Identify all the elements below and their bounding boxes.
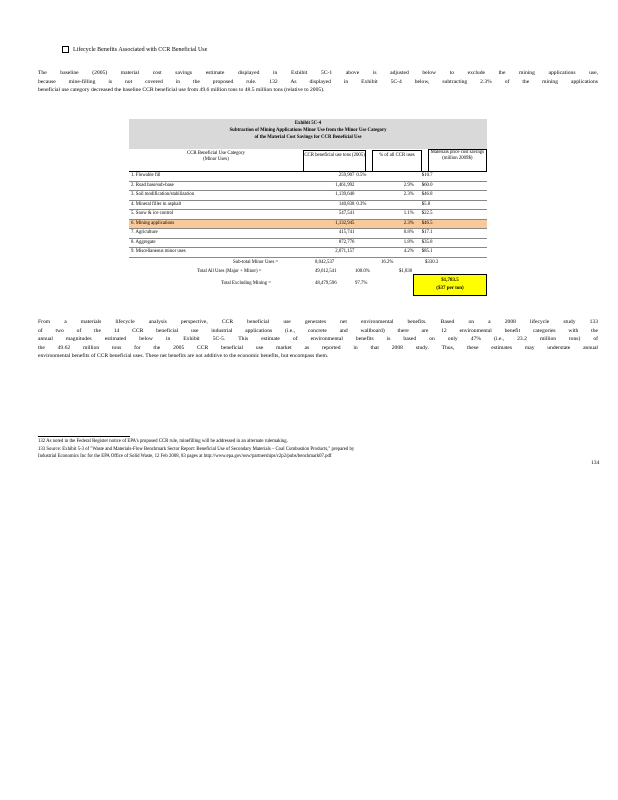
column-header-category: CCR Beneficial Use Category (Minor Uses) xyxy=(187,151,245,162)
exhibit-title: Exhibit 5C-4 Subtraction of Mining Applications Minor Use from the Minor Use Category of the Material Cost Savings for CCR Beneficial Use xyxy=(129,119,487,149)
paragraph-line: of two of the 14 CCR beneficial use industrial applications (i.e., concrete and wallboard) there are 12 environmental benefit categories with the xyxy=(38,327,598,334)
paragraph-line: From a materials lifecycle analysis perspective, CCR beneficial use generates net environmental benefits. Based on a 2008 lifecycle study 133 xyxy=(38,319,598,325)
table-row: 2. Road base/sub-base 1,461,992 2.9% $60.0 xyxy=(129,182,487,192)
page-number: 134 xyxy=(591,460,600,466)
column-header-tons: CCR beneficial use tons (2005) xyxy=(303,150,366,171)
total-excluding-mining-cost: $1,783.5 ($37 per ton) xyxy=(413,274,487,296)
paragraph-line: The baseline (2005) material cost savings estimate displayed in Exhibit 5C-1 above is adjusted below to exclude the mining applications use, xyxy=(38,70,598,76)
column-headers xyxy=(129,149,487,172)
paragraph-line: environmental benefits of CCR beneficial uses. These net benefits are not additive to the economic benefits, but encompass them. xyxy=(38,353,329,360)
table-row: 3. Soil modification/stabilization 1,139,640 2.3% $46.8 xyxy=(129,191,487,201)
paragraph-line: beneficial use category decreased the baseline CCR beneficial use from 49.6 million tons to 48.5 million tons (relative to 2005). xyxy=(38,87,325,94)
paragraph-line: the 49.62 million tons for the 2005 CCR beneficial use market as reported in that 2008 study. Thus, these estimates may understate annual xyxy=(38,344,598,351)
table-row: 9. Miscellaneous minor uses 2,071,157 4.2% $85.1 xyxy=(129,248,487,258)
section-heading: Lifecycle Benefits Associated with CCR Beneficial Use xyxy=(62,46,207,53)
table-row: 4. Mineral filler in asphalt 140,838 0.3% $5.8 xyxy=(129,201,487,211)
paragraph-line: annual magnitudes estimated below in Exhibit 5C-5. This estimate of environmental benefits is based on only 47% (i.e., 23.2 million tons) of xyxy=(38,336,598,343)
table-row: 7. Agriculture 415,741 0.8% $17.1 xyxy=(129,229,487,239)
table-row: 5. Snow & ice control 547,541 1.1% $22.5 xyxy=(129,210,487,220)
checkbox-bullet-icon xyxy=(62,46,69,53)
footnote-132: 132 As noted in the Federal Register notice of EPA's proposed CCR rule, minefilling will be addressed in an alternate rulemaking. xyxy=(38,439,288,444)
total-row: Total All Uses (Major + Minor) = 49,612,541 100.0% $1,830 xyxy=(197,268,413,274)
footnote-133: 133 Source: Exhibit 5-3 of "Waste and Materials-Flow Benchmark Sector Report: Beneficial Use of Secondary Materials – Coal Combustion Products," prepared by Industrial Economics Inc for the EPA Office of Solid Waste, 12 Feb 2008, 83 pages at http://www.epa.gov/osw/partnerships/c2p2/pubs/benchmark07.pdf xyxy=(38,447,355,459)
table-row: 8. Aggregate 872,776 1.8% $35.8 xyxy=(129,239,487,249)
paragraph-line: because mine-filling is not covered in the proposed rule. 132 As displayed in Exhibit 5C-4 below, subtracting 2.3% of the mining applications xyxy=(38,78,598,85)
column-header-cost: Materials price cost savings (million 2009$) xyxy=(428,149,487,171)
table-row: 1. Flowable fill 259,907 0.5% $10.7 xyxy=(129,172,487,182)
total-excluding-mining-row: Total Excluding Mining = 48,479,596 97.7% xyxy=(221,280,368,286)
exhibit-table xyxy=(129,119,487,288)
footnote-divider xyxy=(38,436,130,437)
intro-paragraph xyxy=(38,69,598,95)
subtotal-row: Sub-total Minor Uses = 8,042,537 16.2% $330.3 xyxy=(233,259,439,265)
table-row-highlighted: 6. Mining applications 1,132,945 2.3% $46.5 xyxy=(129,220,487,230)
column-header-percent: % of all CCR uses xyxy=(372,150,421,171)
lifecycle-paragraph xyxy=(38,318,598,361)
